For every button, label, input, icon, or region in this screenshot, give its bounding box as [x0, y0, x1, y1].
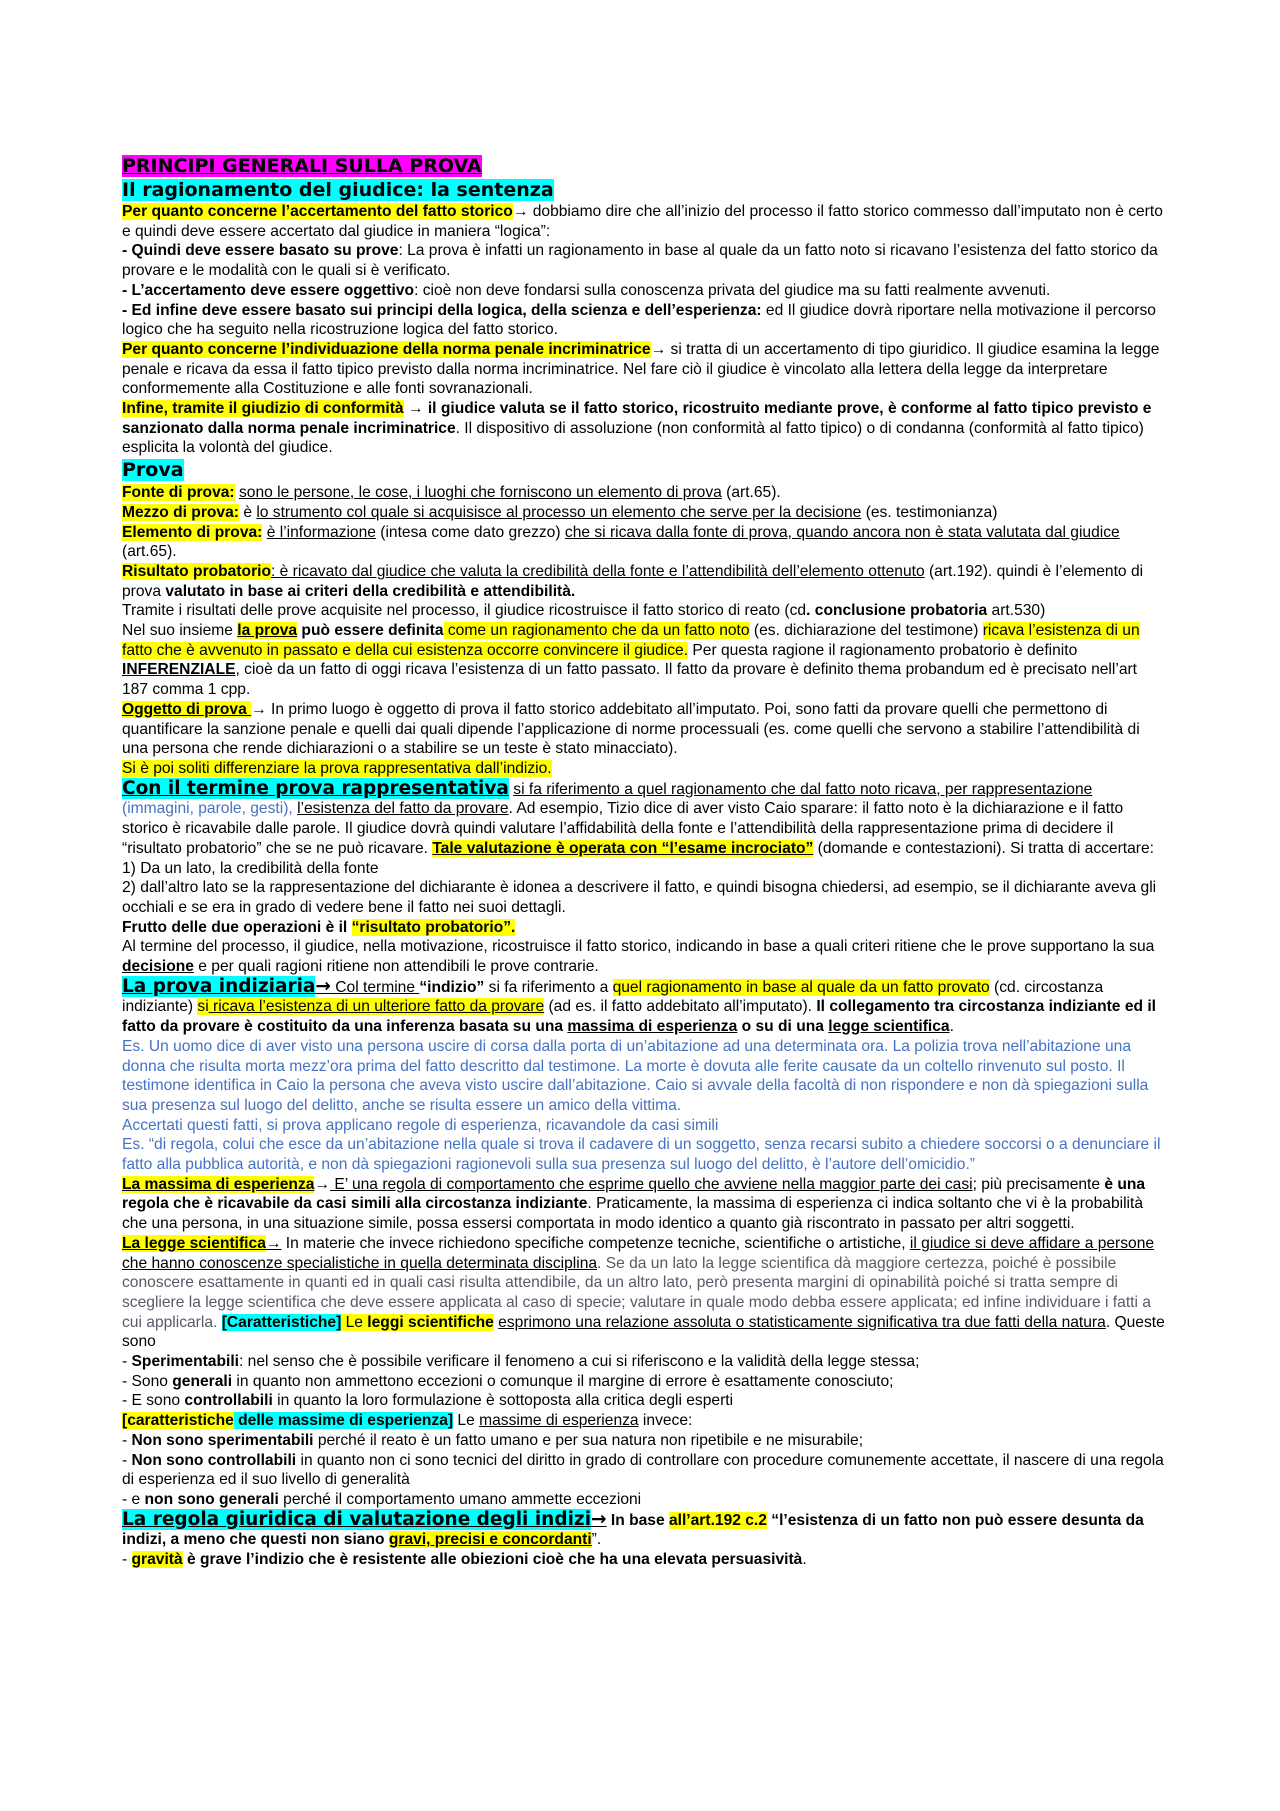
- definition-risultato-probatorio: Risultato probatorio: è ricavato dal giudice che valuta la credibilità della fonte e l’attendibilità dell’elemento ottenuto (art.192). quindi è l’elemento di prova valutato in base ai criteri della credibilità e attendibilità.: [122, 562, 1144, 600]
- section-heading-sentenza: Il ragionamento del giudice: la sentenza: [122, 179, 554, 201]
- paragraph-oggetto-di-prova: Oggetto di prova → In primo luogo è oggetto di prova il fatto storico addebitato all’imputato. Poi, sono fatti da provare quelli che permettono di quantificare la sanzione penale e quelli dai quali dipende l’applicazione di norme processuali (es. come quelli che servono a stabilire l’attendibilità di una persona che rende dichiarazioni o a stabilire se un teste è stato minacciato).: [122, 700, 1140, 758]
- example-paragraph: Es. “di regola, colui che esce da un’abitazione nella quale si trova il cadavere di un soggetto, senza recarsi subito a chiedere soccorsi o a denunciare il fatto alla pubblica autorità, e non dà spiegazioni ragionevoli sulla sua presenza sul luogo del delitto, è l’autore dell’omicidio.”: [122, 1136, 1161, 1174]
- paragraph-frutto: Frutto delle due operazioni è il “risultato probatorio”.: [122, 918, 516, 936]
- list-item: - Non sono sperimentabili perché il reato è un fatto umano e per sua natura non ripetibile e ne misurabile;: [122, 1431, 864, 1449]
- page-title: PRINCIPI GENERALI SULLA PROVA: [122, 155, 482, 177]
- paragraph-oggettivo: - L’accertamento deve essere oggettivo: cioè non deve fondarsi sulla conoscenza privata del giudice ma su fatti realmente avvenuti.: [122, 281, 1051, 299]
- definition-mezzo-di-prova: Mezzo di prova: è lo strumento col quale si acquisisce al processo un elemento che serve per la decisione (es. testimonianza): [122, 503, 998, 521]
- list-item: - e non sono generali perché il comportamento umano ammette eccezioni: [122, 1491, 642, 1508]
- definition-elemento-di-prova: Elemento di prova: è l’informazione (intesa come dato grezzo) che si ricava dalla fonte di prova, quando ancora non è stata valutata dal giudice (art.65).: [122, 523, 1120, 561]
- section-heading-prova: Prova: [122, 459, 184, 482]
- paragraph-regola-giuridica: La regola giuridica di valutazione degli indizi→ In base all’art.192 c.2 “l’esistenza di un fatto non può essere desunta da indizi, a meno che questi non siano gravi, precisi e concordanti”.: [122, 1508, 1144, 1549]
- paragraph-tramite-risultati: Tramite i risultati delle prove acquisite nel processo, il giudice ricostruisce il fatto storico di reato (cd. conclusione probatoria art.530): [122, 602, 1046, 620]
- paragraph-giudizio-conformita: Infine, tramite il giudizio di conformità → il giudice valuta se il fatto storico, ricostruito mediante prove, è conforme al fatto tipico previsto e sanzionato dalla norma penale incriminatrice. Il dispositivo di assoluzione (non conformità al fatto tipico) o di condanna (conformità al fatto tipico) esplicita la volontà del giudice.: [122, 400, 1152, 457]
- paragraph-massima-esperienza: La massima di esperienza→ E’ una regola di comportamento che esprime quello che avviene nella maggior parte dei casi; più precisamente è una regola che è ricavabile da casi simili alla circostanza indiziante. Praticamente, la massima di esperienza ci indica soltanto che vi è la probabilità che una persona, in una situazione simile, possa essersi comportata in modo identico a quanto già riscontrato in passato per altri soggetti.: [122, 1175, 1146, 1233]
- arrow-icon: →: [314, 1175, 331, 1193]
- list-item: 2) dall’altro lato se la rappresentazione del dichiarante è idonea a descrivere il fatto, e quindi bisogna chiedersi, ad esempio, se il dichiarante aveva gli occhiali e se era in grado di vedere bene il fatto nei suoi dettagli.: [122, 879, 1157, 916]
- list-item: 1) Da un lato, la credibilità della fonte: [122, 859, 379, 877]
- paragraph-principi-logica: - Ed infine deve essere basato sui principi della logica, della scienza e dell’esperienza: ed Il giudice dovrà riportare nella motivazione il percorso logico che ha seguito nella ricostruzione logica del fatto storico.: [122, 301, 1156, 339]
- arrow-icon: →: [251, 700, 267, 718]
- paragraph-prova-indiziaria: La prova indiziaria→ Col termine “indizio” si fa riferimento a quel ragionamento in base al quale da un fatto provato (cd. circostanza indiziante) si ricava l’esistenza di un ulteriore fatto da provare (ad es. il fatto addebitato all’imputato). Il collegamento tra circostanza indiziante ed il fatto da provare è costituito da una inferenza basata su una massima di esperienza o su di una legge scientifica.: [122, 975, 1157, 1036]
- arrow-icon: →: [591, 1508, 607, 1530]
- arrow-icon: →: [315, 975, 331, 997]
- definition-fonte-di-prova: Fonte di prova: sono le persone, le cose, i luoghi che forniscono un elemento di prova (art.65).: [122, 484, 781, 502]
- paragraph-nel-suo-insieme: Nel suo insieme la prova può essere definita come un ragionamento che da un fatto noto (es. dichiarazione del testimone) ricava l’esistenza di un fatto che è avvenuto in passato e della cui esistenza occorre convincere il giudice. Per questa ragione il ragionamento probatorio è definito INFERENZIALE, cioè da un fatto di oggi ricava l’esistenza di un fatto passato. Il fatto da provare è definito thema probandum ed è precisato nell’art 187 comma 1 cpp.: [122, 622, 1140, 699]
- list-item: - Non sono controllabili in quanto non ci sono tecnici del diritto in grado di controllare con procedure comunemente accettate, il nascere di una regola di esperienza ed il suo livello di generalità: [122, 1451, 1164, 1489]
- list-item: - Sono generali in quanto non ammettono eccezioni o comunque il margine di errore è esattamente conosciuto;: [122, 1372, 894, 1390]
- paragraph-caratteristiche-massime: [caratteristiche delle massime di esperienza] Le massime di esperienza invece:: [122, 1412, 693, 1430]
- paragraph-termine-processo: Al termine del processo, il giudice, nella motivazione, ricostruisce il fatto storico, indicando in base a quali criteri ritiene che le prove supportano la sua decisione e per quali ragioni ritiene non attendibili le prove contrarie.: [122, 938, 1155, 976]
- paragraph-norma-penale: Per quanto concerne l’individuazione della norma penale incriminatrice→ si tratta di un accertamento di tipo giuridico. Il giudice esamina la legge penale e ricava da essa il fatto tipico previsto dalla norma incriminatrice. Nel fare ciò il giudice è vincolato alla lettera della legge da interpretare conformemente alla Costituzione e alle fonti sovranazionali.: [122, 340, 1160, 398]
- example-paragraph: Accertati questi fatti, si prova applicano regole di esperienza, ricavandole da casi simili: [122, 1116, 719, 1134]
- list-item: - gravità è grave l’indizio che è resistente alle obiezioni cioè che ha una elevata persuasività.: [122, 1551, 807, 1569]
- example-paragraph: Es. Un uomo dice di aver visto una persona uscire di corsa dalla porta di un’abitazione ad una determinata ora. La polizia trova nell’abitazione una donna che risulta morta mezz’ora prima del fatto descritto dal testimone. La morte è dovuta alle ferite causate da un coltello rinvenuto sul posto. Il testimone identifica in Caio la persona che aveva visto uscire dall’abitazione. Caio si avvale della facoltà di non rispondere e non dà spiegazioni sulla sua presenza sul luogo del delitto, anche se risulta essere un amico della vittima.: [122, 1037, 1149, 1114]
- paragraph-prova-rappresentativa: Con il termine prova rappresentativa si fa riferimento a quel ragionamento che dal fatto noto ricava, per rappresentazione (immagini, parole, gesti), l’esistenza del fatto da provare. Ad esempio, Tizio dice di aver visto Caio sparare: il fatto noto è la dichiarazione e il fatto storico è ricavabile dalle parole. Il giudice dovrà quindi valutare l’affidabilità della fonte e l’attendibilità della rappresentazione prima di decidere il “risultato probatorio” che se ne può ricavare. Tale valutazione è operata con “l’esame incrociato” (domande e contestazioni). Si tratta di accertare:: [122, 777, 1154, 857]
- arrow-icon: →: [265, 1234, 282, 1252]
- arrow-icon: →: [407, 400, 424, 418]
- arrow-icon: →: [512, 203, 529, 220]
- paragraph-basato-su-prove: - Quindi deve essere basato su prove: La prova è infatti un ragionamento in base al quale da un fatto noto si ricavano l’esistenza del fatto storico da provare e le modalità con le quali si è verificato.: [122, 242, 1158, 280]
- paragraph-legge-scientifica: La legge scientifica→ In materie che invece richiedono specifiche competenze tecniche, scientifiche o artistiche, il giudice si deve affidare a persone che hanno conoscenze specialistiche in quella determinata disciplina. Se da un lato la legge scientifica dà maggiore certezza, poiché è possibile conoscere esattamente in quanti ed in quali casi risulta attendibile, da un altro lato, però presenta margini di opinabilità poiché si tratta sempre di scegliere la legge scientifica che deve essere applicata al caso di specie; valutare in quale modo debba essere applicata; ed infine individuare i fatti a cui applicarla. [Caratteristiche] Le leggi scientifiche esprimono una relazione assoluta o statisticamente significativa tra due fatti della natura. Queste sono: [122, 1234, 1165, 1351]
- arrow-icon: →: [650, 340, 667, 358]
- list-item: - Sperimentabili: nel senso che è possibile verificare il fenomeno a cui si riferiscono e la validità della legge stessa;: [122, 1353, 920, 1371]
- paragraph-fatto-storico: Per quanto concerne l’accertamento del fatto storico→ dobbiamo dire che all’inizio del processo il fatto storico commesso dall’imputato non è certo e quindi deve essere accertato dal giudice in maniera “logica”:: [122, 203, 1163, 240]
- paragraph-differenziare: Si è poi soliti differenziare la prova rappresentativa dall’indizio.: [122, 759, 552, 777]
- list-item: - E sono controllabili in quanto la loro formulazione è sottoposta alla critica degli esperti: [122, 1392, 734, 1410]
- document: [122, 155, 1167, 1570]
